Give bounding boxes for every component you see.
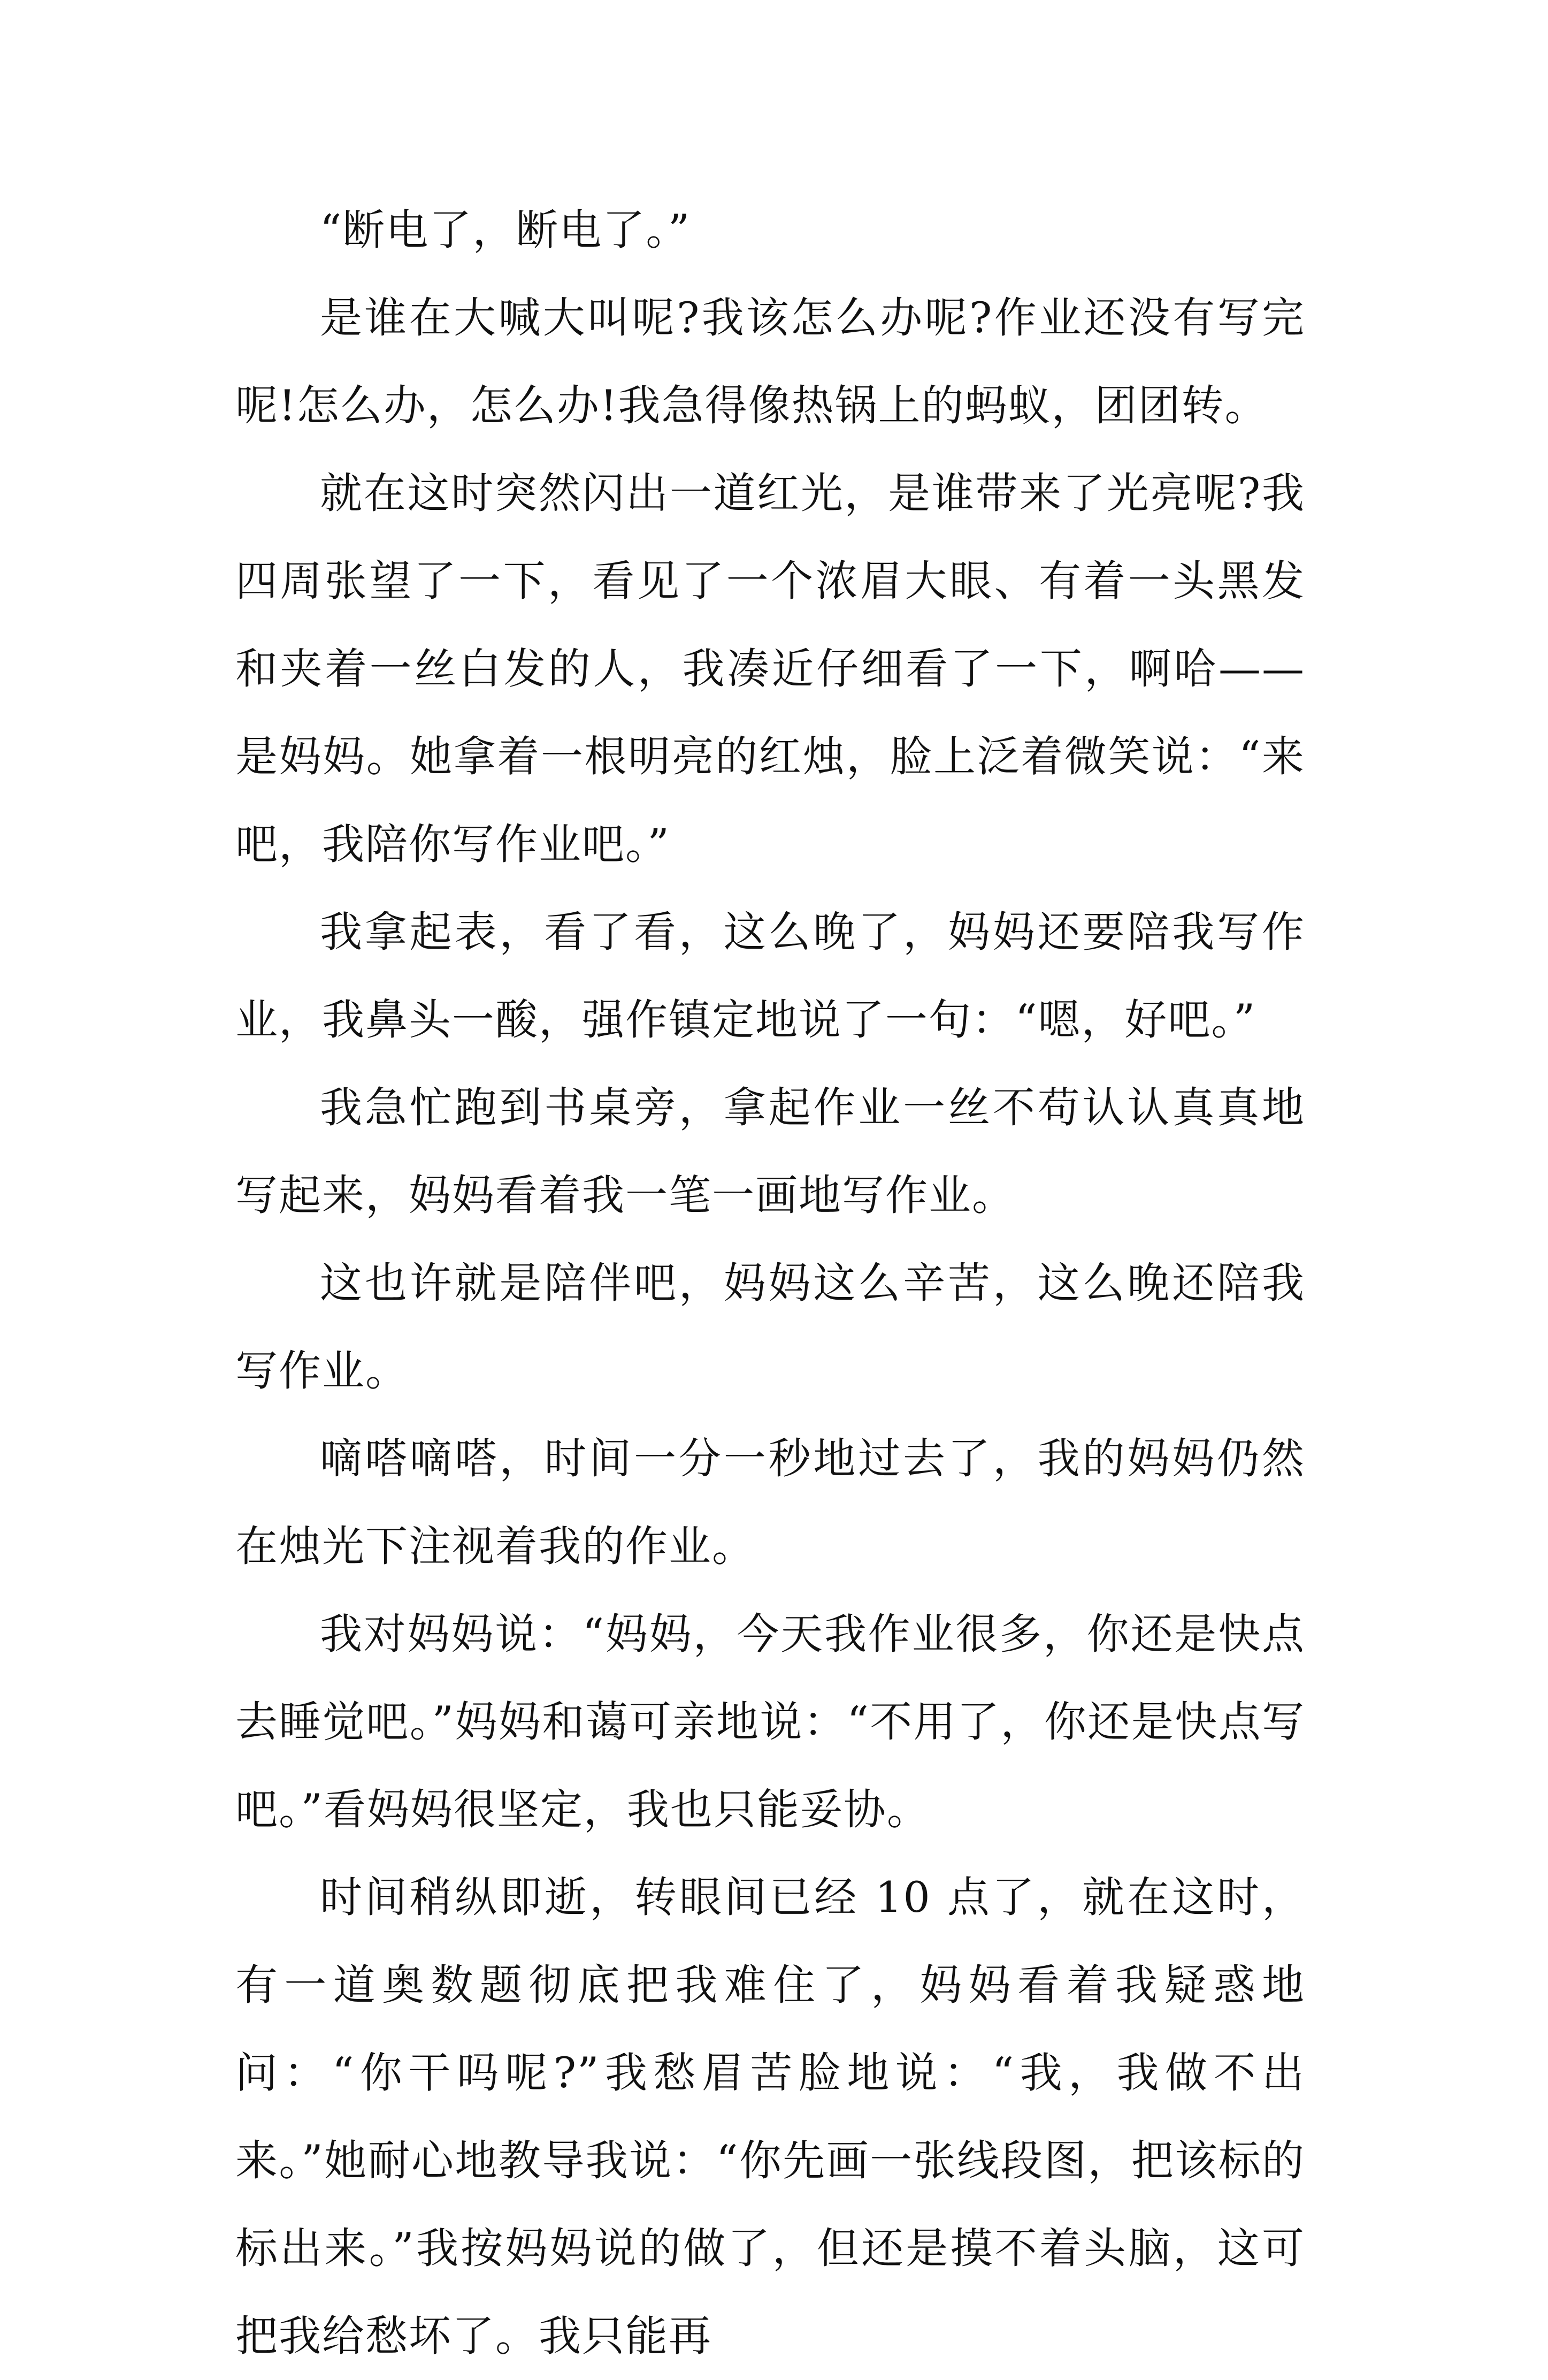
- document-body: [235, 186, 1305, 2380]
- paragraph: 时间稍纵即逝，转眼间已经 10 点了，就在这时，有一道奥数题彻底把我难住了，妈妈看着我疑惑地问：“你干吗呢?”我愁眉苦脸地说：“我，我做不出来。”她耐心地教导我说：“你先画一张线段图，把该标的标出来。”我按妈妈说的做了，但还是摸不着头脑，这可把我给愁坏了。我只能再: [235, 1873, 1305, 2361]
- paragraph: 我拿起表，看了看，这么晚了，妈妈还要陪我写作业，我鼻头一酸，强作镇定地说了一句：“嗯，好吧。”: [235, 907, 1305, 1044]
- paragraph: 这也许就是陪伴吧，妈妈这么辛苦，这么晚还陪我写作业。: [235, 1258, 1305, 1395]
- paragraph: 是谁在大喊大叫呢?我该怎么办呢?作业还没有写完呢!怎么办，怎么办!我急得像热锅上的蚂蚁，团团转。: [235, 293, 1305, 430]
- paragraph: “断电了，断电了。”: [320, 205, 691, 255]
- paragraph: 就在这时突然闪出一道红光，是谁带来了光亮呢?我四周张望了一下，看见了一个浓眉大眼、有着一头黑发和夹着一丝白发的人，我凑近仔细看了一下，啊哈——是妈妈。她拿着一根明亮的红烛，脸上泛着微笑说：“来吧，我陪你写作业吧。”: [235, 469, 1305, 869]
- paragraph: 嘀嗒嘀嗒，时间一分一秒地过去了，我的妈妈仍然在烛光下注视着我的作业。: [235, 1434, 1305, 1571]
- paragraph: 我急忙跑到书桌旁，拿起作业一丝不苟认认真真地写起来，妈妈看着我一笔一画地写作业。: [235, 1083, 1305, 1220]
- paragraph: 我对妈妈说：“妈妈，今天我作业很多，你还是快点去睡觉吧。”妈妈和蔼可亲地说：“不用了，你还是快点写吧。”看妈妈很坚定，我也只能妥协。: [235, 1609, 1305, 1834]
